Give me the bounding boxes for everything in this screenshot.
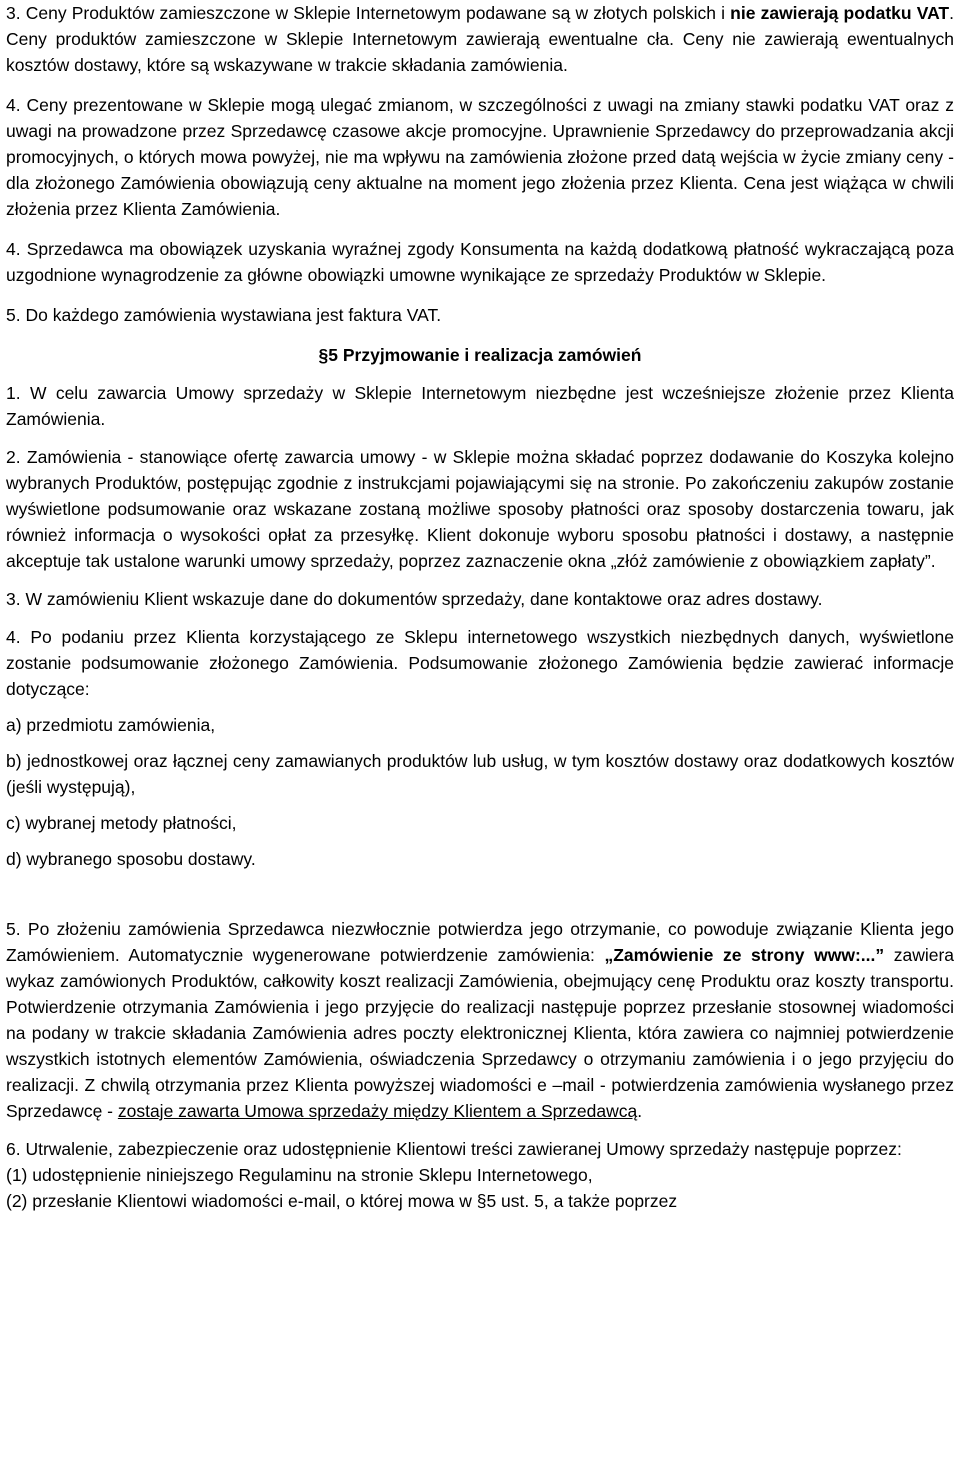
section-item-1: 1. W celu zawarcia Umowy sprzedaży w Sklepie Internetowym niezbędne jest wcześniejsze złożenie przez Klienta Zamówienia. [6, 383, 954, 429]
section-item-2: 2. Zamówienia - stanowiące ofertę zawarcia umowy - w Sklepie można składać poprzez dodawanie do Koszyka kolejno wybranych Produktów, postępując zgodnie z instrukcjami pojawiającymi się na stronie. Po zakończeniu zakupów zostanie wyświetlone podsumowanie oraz wskazane zostaną możliwe sposoby płatności oraz sposoby dostarczenia towaru, jak również informacja o wysokości opłat za przesyłkę. Klient dokonuje wyboru sposobu płatności i dostawy, a następnie akceptuje tak ustalone warunki umowy sprzedaży, poprzez zaznaczenie okna „złóż zamówienie z obowiązkiem zapłaty”. [6, 447, 954, 571]
section-item-5: 5. Po złożeniu zamówienia Sprzedawca niezwłocznie potwierdza jego otrzymanie, co powoduje związanie Klienta jego Zamówieniem. Automatycznie wygenerowane potwierdzenie zamówienia: „Zamówienie ze strony www:...” zawiera wykaz zamówionych Produktów, całkowity koszt realizacji Zamówienia, obejmujący cenę Produktu oraz koszty transportu. Potwierdzenie otrzymania Zamówienia i jego przyjęcie do realizacji następuje poprzez przesłanie stosownej wiadomości na podany w trakcie składania Zamówienia adres poczty elektronicznej Klienta, która zawiera co najmniej potwierdzenie wszystkich istotnych elementów Zamówienia, oświadczenia Sprzedawcy o otrzymaniu zamówienia i o jego przyjęciu do realizacji. Z chwilą otrzymania przez Klienta powyższej wiadomości e –mail - potwierdzenia zamówienia wysłanego przez Sprzedawcę - zostaje zawarta Umowa sprzedaży między Klientem a Sprzedawcą. [6, 919, 955, 1121]
section-item-4: 4. Po podaniu przez Klienta korzystającego ze Sklepu internetowego wszystkich niezbędnych danych, wyświetlone zostanie podsumowanie złożonego Zamówienia. Podsumowanie złożonego Zamówienia będzie zawierać informacje dotyczące: [6, 627, 954, 699]
underlined-contract-text: zostaje zawarta Umowa sprzedaży między Klientem a Sprzedawcą [117, 1101, 638, 1121]
paragraph-4-consent: 4. Sprzedawca ma obowiązek uzyskania wyraźnej zgody Konsumenta na każdą dodatkową płatność wykraczającą poza uzgodnione wynagrodzenie za główne obowiązki umowne wynikające ze sprzedaży Produktów w Sklepie. [6, 239, 954, 285]
section-item-3: 3. W zamówieniu Klient wskazuje dane do dokumentów sprzedaży, dane kontaktowe oraz adres dostawy. [6, 589, 823, 609]
bold-order-confirmation: „Zamówienie ze strony www:...” [604, 945, 885, 965]
section-item-6: 6. Utrwalenie, zabezpieczenie oraz udostępnienie Klientowi treści zawieranej Umowy sprzedaży następuje poprzez: [6, 1139, 902, 1159]
document-page [6, 0, 954, 1214]
bold-no-vat: nie zawierają podatku VAT [730, 3, 950, 23]
list-item-a: a) przedmiotu zamówienia, [6, 715, 216, 735]
paragraph-5-invoice: 5. Do każdego zamówienia wystawiana jest faktura VAT. [6, 305, 442, 325]
list-item-c: c) wybranej metody płatności, [6, 813, 237, 833]
section-item-6-2: (2) przesłanie Klientowi wiadomości e-mail, o której mowa w §5 ust. 5, a także poprzez [6, 1191, 678, 1211]
list-item-b: b) jednostkowej oraz łącznej ceny zamawianych produktów lub usług, w tym kosztów dostawy oraz dodatkowych kosztów (jeśli występują), [6, 751, 954, 797]
paragraph-3: 3. Ceny Produktów zamieszczone w Sklepie Internetowym podawane są w złotych polskich i nie zawierają podatku VAT. Ceny produktów zamieszczone w Sklepie Internetowym zawierają ewentualne cła. Ceny nie zawierają ewentualnych kosztów dostawy, które są wskazywane w trakcie składania zamówienia. [6, 3, 954, 75]
section-item-6-1: (1) udostępnienie niniejszego Regulaminu na stronie Sklepu Internetowego, [6, 1165, 593, 1185]
list-item-d: d) wybranego sposobu dostawy. [6, 849, 256, 869]
paragraph-4-prices: 4. Ceny prezentowane w Sklepie mogą ulegać zmianom, w szczególności z uwagi na zmiany stawki podatku VAT oraz z uwagi na prowadzone przez Sprzedawcę czasowe akcje promocyjne. Uprawnienie Sprzedawcy do przeprowadzania akcji promocyjnych, o których mowa powyżej, nie ma wpływu na zamówienia złożone przed datą wejścia w życie zmiany ceny - dla złożonego Zamówienia obowiązują ceny aktualne na moment jego złożenia przez Klienta. Cena jest wiążąca w chwili złożenia przez Klienta Zamówienia. [6, 95, 954, 219]
section-heading: §5 Przyjmowanie i realizacja zamówień [318, 345, 642, 365]
